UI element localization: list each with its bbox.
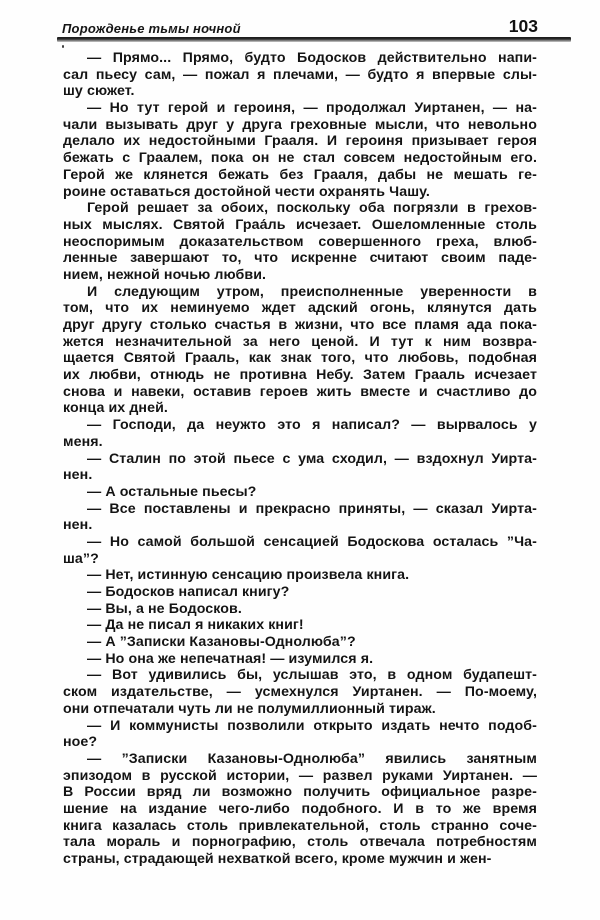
text-line: И следующим утром, преисполненные уверенности в bbox=[87, 283, 537, 300]
text-line: неоспоримым доказательством совершенного греха, влюб- bbox=[63, 233, 537, 250]
text-line: — Вот удивились бы, услышав это, в одном будапешт- bbox=[87, 667, 537, 684]
text-line: — Но самой большой сенсацией Бодоскова осталась ”Ча- bbox=[87, 533, 537, 550]
text-line: меня. bbox=[63, 433, 103, 450]
text-line: друг другу столько счастья в жизни, что все пламя ада пока- bbox=[63, 317, 537, 333]
text-line: чали вызывать друг у друга греховные мысли, что невольно bbox=[63, 116, 537, 133]
text-line: — А ”Записки Казановы-Однолюба”? bbox=[87, 634, 356, 651]
text-line: — Все поставлены и прекрасно приняты, — сказал Уирта- bbox=[87, 500, 537, 517]
text-line: — Нет, истинную сенсацию произвела книга. bbox=[87, 567, 410, 584]
text-line: — Господи, да неужто это я написал? — вырвалось у bbox=[87, 417, 537, 434]
text-line: ша”? bbox=[63, 550, 99, 567]
text-line: ных мыслях. Святой Граа́ль исчезает. Ошеломленные столь bbox=[63, 216, 537, 233]
text-line: страны, страдающей нехваткой всего, кроме мужчин и жен- bbox=[63, 851, 492, 867]
text-line: — Прямо... Прямо, будто Бодосков действительно напи- bbox=[87, 50, 537, 66]
text-line: они отпечатали чуть ли не полумиллионный тираж. bbox=[63, 700, 436, 717]
page-body bbox=[63, 50, 537, 868]
text-line: — Но тут герой и героиня, — продолжал Уиртанен, — на- bbox=[87, 100, 537, 117]
text-line: ленные завершают то, что искренне считают своим паде- bbox=[63, 250, 537, 267]
text-line: их любви, отнюдь не противна Небу. Затем Грааль исчезает bbox=[63, 367, 537, 384]
text-line: Герой же клянется бежать без Грааля, дабы не мешать ге- bbox=[63, 166, 537, 183]
text-line: нием, нежной ночью любви. bbox=[63, 266, 267, 283]
text-line: книга казалась столь привлекательной, столь странно соче- bbox=[63, 817, 537, 834]
text-line: жется незначительной за него ценой. И тут к ним возвра- bbox=[63, 333, 537, 350]
ink-dot bbox=[62, 45, 64, 48]
text-line: — Сталин по этой пьесе с ума сходил, — вздохнул Уирта- bbox=[87, 450, 537, 467]
text-line: ском издательстве, — усмехнулся Уиртанен. — По-моему, bbox=[63, 684, 537, 701]
text-line: сал пьесу сам, — пожал я плечами, — будто я впервые слы- bbox=[63, 66, 537, 83]
text-line: шение на издание чего-либо подобного. И в то же время bbox=[63, 800, 537, 817]
text-line: В России вряд ли возможно получить официальное разре- bbox=[63, 784, 537, 801]
text-line: ное? bbox=[63, 734, 98, 751]
text-line: Герой решает за обоих, поскольку оба погрязли в грехов- bbox=[87, 200, 537, 217]
page-number: 103 bbox=[508, 16, 538, 36]
text-line: том, что их неминуемо ждет адский огонь, клянутся дать bbox=[63, 300, 537, 317]
text-line: снова и навеки, оставив героев жить вместе и счастливо до bbox=[63, 383, 537, 400]
header-rule bbox=[57, 37, 571, 42]
text-line: — Вы, а не Бодосков. bbox=[87, 600, 242, 617]
text-line: — А остальные пьесы? bbox=[87, 483, 257, 500]
text-line: нен. bbox=[63, 467, 93, 484]
text-line: шу сюжет. bbox=[63, 83, 135, 100]
text-line: конца их дней. bbox=[63, 400, 168, 417]
text-line: эпизодом в русской истории, — развел руками Уиртанен. — bbox=[63, 767, 537, 784]
text-line: щается Святой Грааль, как знак того, что любовь, подобная bbox=[63, 350, 537, 367]
text-line: бежать с Граалем, пока он не стал совсем недостойным его. bbox=[63, 150, 537, 167]
text-line: — Да не писал я никаких книг! bbox=[87, 617, 304, 634]
text-line: нен. bbox=[63, 517, 93, 534]
text-line: — Но она же непечатная! — изумился я. bbox=[87, 650, 374, 667]
text-line: роине оставаться достойной чести охранять Чашу. bbox=[63, 183, 430, 200]
text-line: — Бодосков написал книгу? bbox=[87, 584, 290, 600]
text-line: делало их недостойными Грааля. И героиня призывает героя bbox=[63, 133, 537, 150]
text-line: — И коммунисты позволили открыто издать нечто подоб- bbox=[87, 717, 537, 734]
running-title: Порожденье тьмы ночной bbox=[62, 21, 241, 36]
text-line: — ”Записки Казановы-Однолюба” явились занятным bbox=[87, 750, 537, 767]
text-line: тала мораль и порнографию, столь отвечала потребностям bbox=[63, 834, 537, 851]
